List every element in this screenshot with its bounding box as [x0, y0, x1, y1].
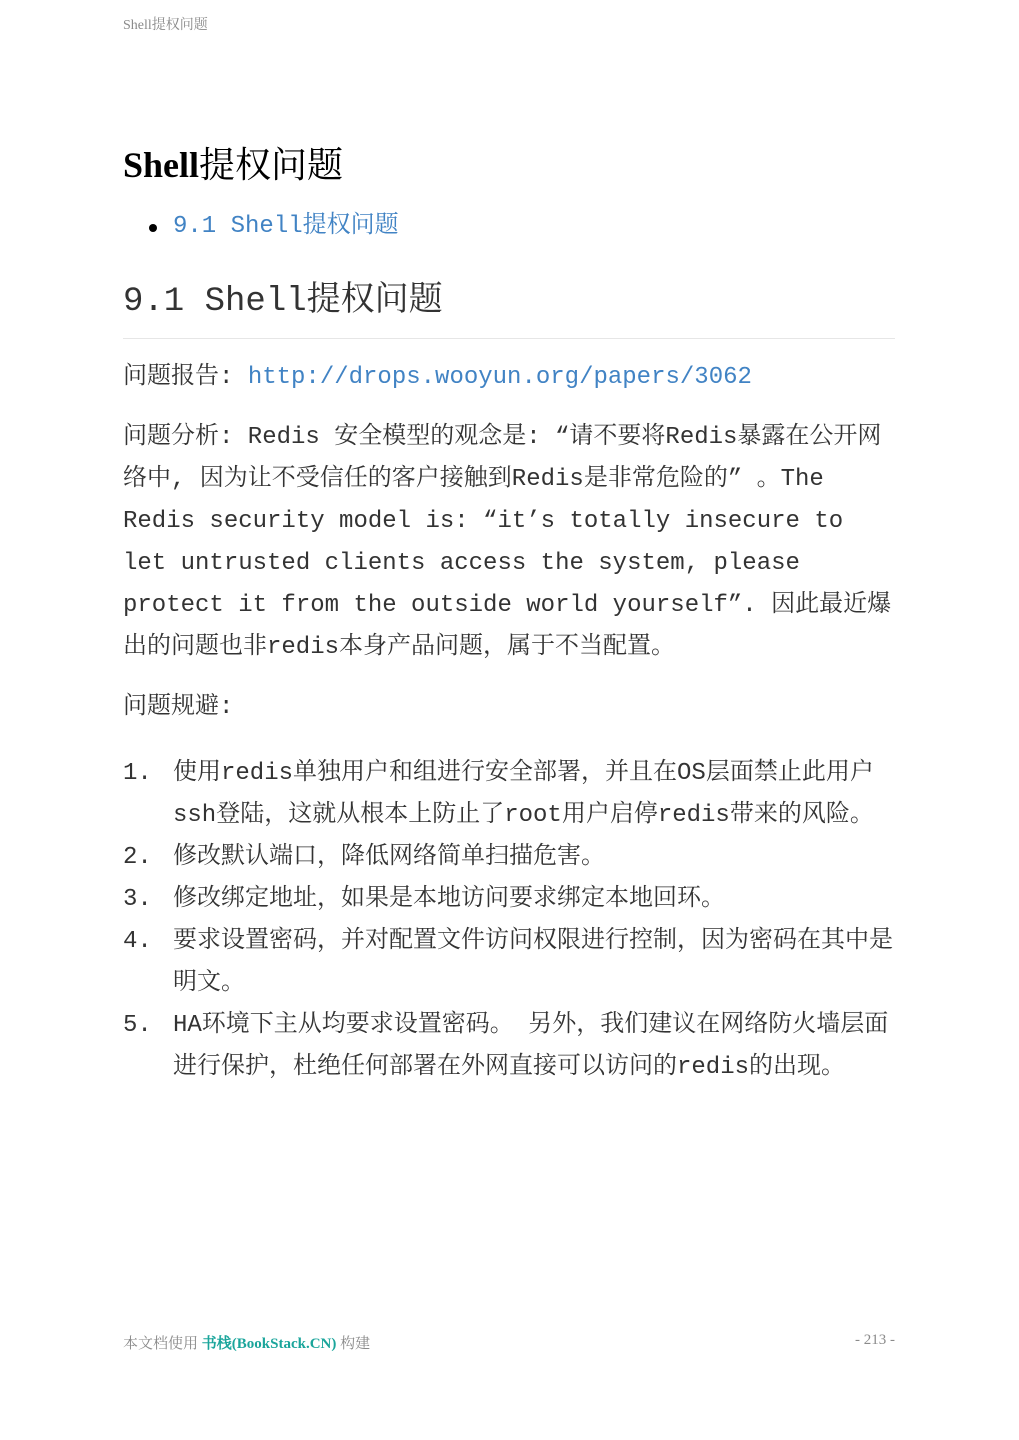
page-title-latin: Shell [123, 145, 200, 185]
report-label: 问题报告: [123, 364, 234, 391]
report-paragraph [123, 357, 895, 399]
list-item [123, 921, 895, 1005]
list-text: 修改绑定地址，如果是本地访问要求绑定本地回环。 [173, 886, 725, 913]
list-number: 2. [123, 844, 152, 871]
footer-credit [123, 1332, 370, 1353]
report-link[interactable]: http://drops.wooyun.org/papers/3062 [247, 364, 752, 391]
list-number: 5. [123, 1012, 152, 1039]
analysis-paragraph: 问题分析: Redis 安全模型的观念是: “请不要将Redis暴露在公开网络中, 因为让不受信任的客户接触到Redis是非常危险的” 。The Redis security model is: “it’s totally insecure to let untrusted clients access the system, please protect it from the outside world yourself”. 因此最近爆出的问题也非redis本身产品问题，属于不当配置。 [123, 424, 892, 661]
toc-item [123, 210, 895, 244]
list-item [123, 837, 895, 879]
section-heading: 9.1 Shell提权问题 [123, 280, 895, 339]
mitigation-list [123, 753, 895, 1089]
list-item [123, 753, 895, 837]
document-body [123, 140, 895, 1089]
footer-prefix: 本文档使用 [123, 1336, 199, 1352]
page-title [123, 140, 895, 190]
list-text: 要求设置密码，并对配置文件访问权限进行控制，因为密码在其中是明文。 [173, 928, 893, 997]
list-number: 4. [123, 928, 152, 955]
bullet-icon [149, 224, 157, 232]
running-header: Shell提权问题 [123, 18, 208, 33]
list-number: 3. [123, 886, 152, 913]
list-text: 修改默认端口，降低网络简单扫描危害。 [173, 844, 605, 871]
table-of-contents [123, 210, 895, 244]
list-number: 1. [123, 760, 152, 787]
page-number: - 213 - [855, 1332, 895, 1348]
footer-suffix: 构建 [340, 1336, 371, 1352]
toc-link[interactable]: 9.1 Shell提权问题 [173, 213, 399, 240]
list-item [123, 879, 895, 921]
list-text: HA环境下主从均要求设置密码。 另外，我们建议在网络防火墙层面进行保护，杜绝任何部署在外网直接可以访问的redis的出现。 [173, 1012, 889, 1081]
avoid-label: 问题规避: [123, 694, 234, 721]
list-text: 使用redis单独用户和组进行安全部署，并且在OS层面禁止此用户ssh登陆，这就从根本上防止了root用户启停redis带来的风险。 [173, 760, 874, 829]
list-item [123, 1005, 895, 1089]
page-title-cjk: 提权问题 [199, 145, 344, 185]
footer-brand-link[interactable]: 书栈(BookStack.CN) [201, 1336, 337, 1352]
